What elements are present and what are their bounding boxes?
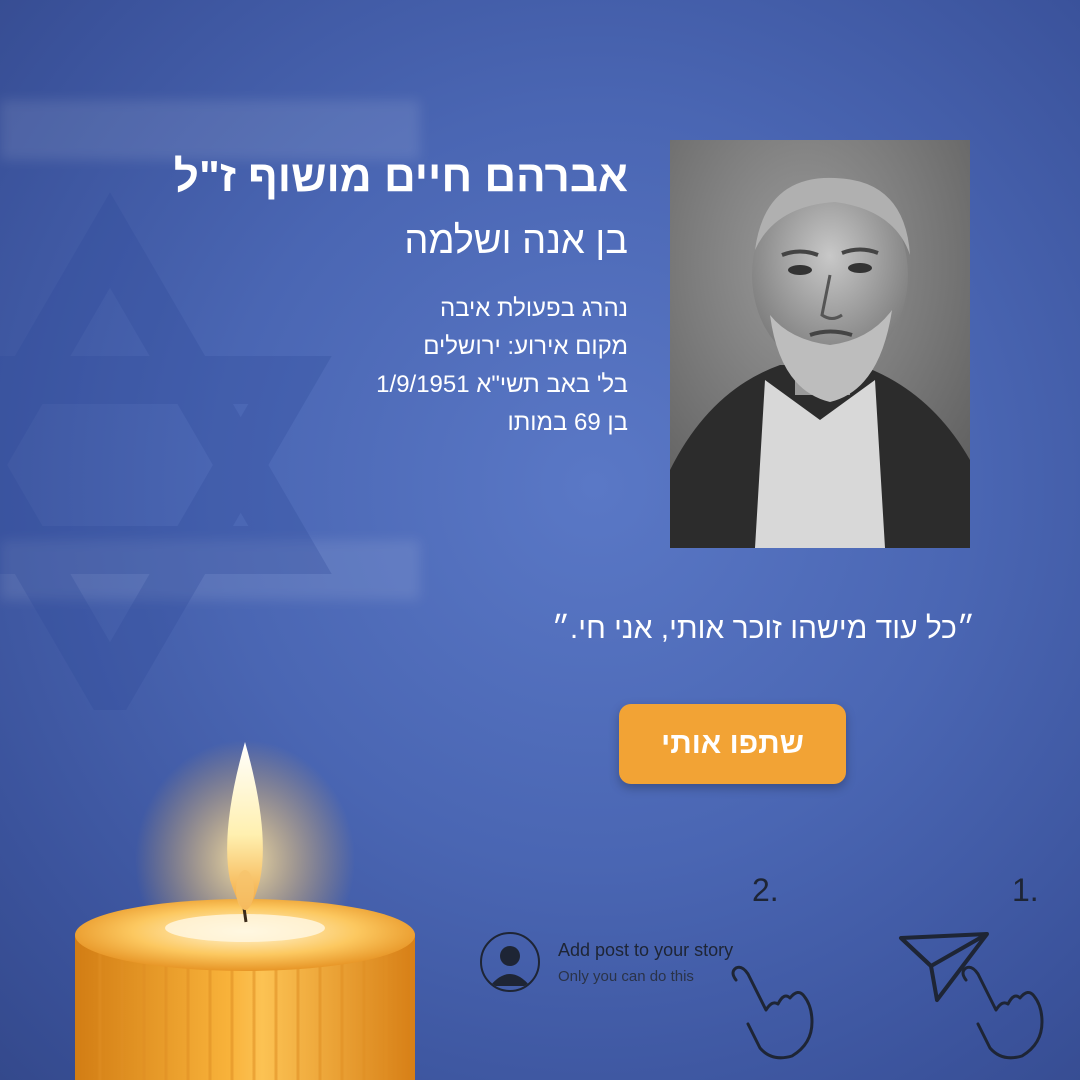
cause-of-death: נהרג בפעולת איבה bbox=[439, 295, 628, 322]
step-1-label: 1. bbox=[1012, 872, 1039, 908]
details-block bbox=[376, 290, 628, 442]
deceased-name: אברהם חיים מושוף ז"ל bbox=[173, 152, 628, 201]
step-2-label: 2. bbox=[752, 872, 779, 908]
portrait-photo bbox=[670, 140, 970, 548]
avatar-icon bbox=[480, 932, 540, 992]
share-button[interactable]: שתפו אותי bbox=[619, 704, 846, 784]
event-location: מקום אירוע: ירושלים bbox=[423, 333, 628, 360]
tap-hand-icon bbox=[728, 962, 818, 1062]
memorial-quote: ״כל עוד מישהו זוכר אותי, אני חי.״ bbox=[551, 612, 975, 645]
age-at-death: בן 69 במותו bbox=[507, 409, 628, 436]
parents-line: בן אנה ושלמה bbox=[404, 220, 628, 262]
story-option-subtitle: Only you can do this bbox=[558, 968, 694, 985]
memorial-candle bbox=[40, 730, 460, 1080]
date-of-death: בל' באב תשי"א 1/9/1951 bbox=[376, 371, 628, 398]
story-option-title: Add post to your story bbox=[558, 940, 734, 960]
tap-hand-icon-2 bbox=[958, 962, 1048, 1062]
